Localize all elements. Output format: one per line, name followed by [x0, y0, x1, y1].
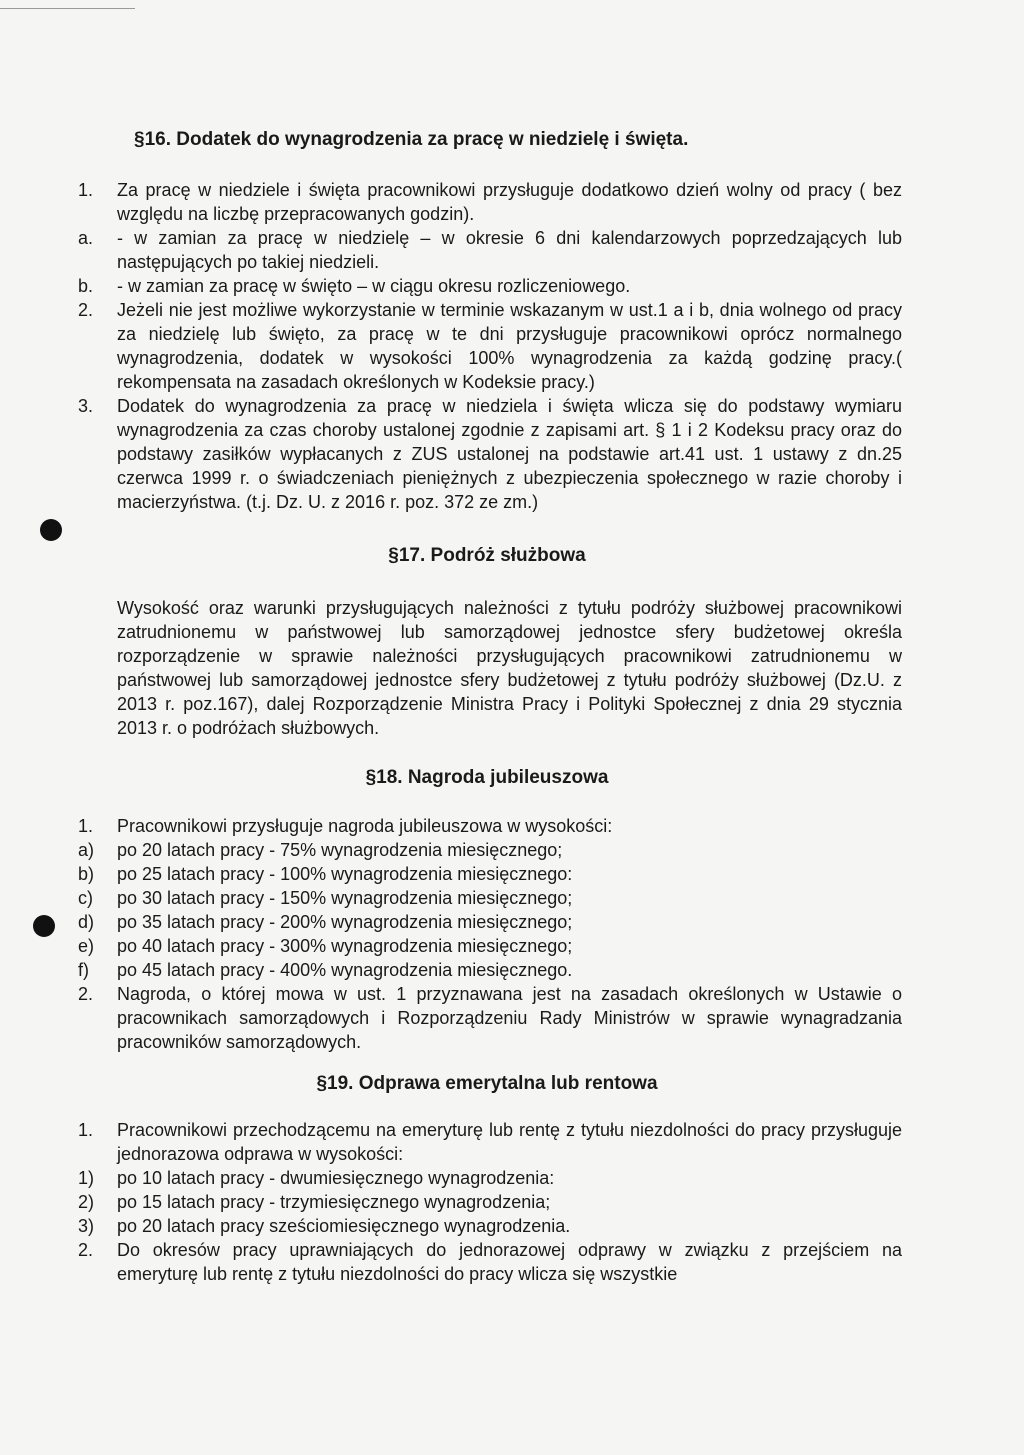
item-text: po 25 latach pracy - 100% wynagrodzenia miesięcznego: [117, 864, 573, 884]
item-text: po 20 latach pracy sześciomiesięcznego wynagrodzenia. [117, 1216, 571, 1236]
list-item [72, 958, 902, 982]
item-text: Pracownikowi przechodzącemu na emeryturę lub rentę z tytułu niezdolności do pracy przysługuje jednorazowa odprawa w wysokości: [117, 1120, 902, 1164]
item-marker: 1. [78, 1120, 94, 1140]
punch-hole-bottom [33, 915, 55, 937]
section-19-heading: §19. Odprawa emerytalna lub rentowa [316, 1073, 658, 1094]
list-item [72, 1238, 902, 1286]
document-page [72, 128, 902, 1286]
scan-edge-line [0, 8, 135, 9]
section-17-paragraph: Wysokość oraz warunki przysługujących należności z tytułu podróży służbowej pracownikowi zatrudnionemu w państwowej lub samorządowej jednostce sfery budżetowej określa rozporządzenie w sprawie należności przysługujących pracownikowi zatrudnionemu w państwowej lub samorządowej jednostce sfery budżetowej z tytułu podróży służbowej (Dz.U. z 2013 r. poz.167), dalej Rozporządzenie Ministra Pracy i Polityki Społecznej z dnia 29 stycznia 2013 r. o podróżach służbowych. [117, 598, 902, 738]
list-item [72, 838, 902, 862]
item-marker: 3) [78, 1216, 95, 1236]
item-marker: 2. [78, 984, 94, 1004]
item-text: Za pracę w niedziele i święta pracownikowi przysługuje dodatkowo dzień wolny od pracy ( bez względu na liczbę przepracowanych godzin). [117, 180, 902, 224]
item-marker: 1. [78, 180, 94, 200]
list-item [72, 1190, 902, 1214]
item-text: po 10 latach pracy - dwumiesięcznego wynagrodzenia: [117, 1168, 555, 1188]
item-marker: 2. [78, 1240, 94, 1260]
item-marker: a. [78, 228, 94, 248]
item-marker: 1) [78, 1168, 95, 1188]
list-item [72, 982, 902, 1054]
item-marker: c) [78, 888, 93, 908]
item-marker: b. [78, 276, 94, 296]
item-marker: 3. [78, 396, 94, 416]
section-18 [72, 766, 902, 1054]
item-marker: 1. [78, 816, 94, 836]
item-marker: d) [78, 912, 95, 932]
list-item [72, 298, 902, 394]
item-text: Nagroda, o której mowa w ust. 1 przyznawana jest na zasadach określonych w Ustawie o pracownikach samorządowych i Rozporządzeniu Rady Ministrów w sprawie wynagradzania pracowników samorządowych. [117, 984, 902, 1052]
punch-hole-top [40, 519, 62, 541]
item-text: po 35 latach pracy - 200% wynagrodzenia miesięcznego; [117, 912, 573, 932]
list-item [72, 886, 902, 910]
list-item [72, 814, 902, 838]
item-text: Jeżeli nie jest możliwe wykorzystanie w terminie wskazanym w ust.1 a i b, dnia wolnego od pracy za niedzielę lub święto, za pracę w te dni przysługuje pracownikowi oprócz normalnego wynagrodzenia, dodatek w wysokości 100% wynagrodzenia za każdą godzinę pracy.( rekompensata na zasadach określonych w Kodeksie pracy.) [117, 300, 902, 392]
list-item [72, 1118, 902, 1166]
list-item [72, 934, 902, 958]
section-17-heading: §17. Podróż służbowa [388, 545, 586, 566]
list-item [72, 178, 902, 226]
section-16 [72, 128, 902, 514]
section-17 [72, 544, 902, 740]
item-text: po 45 latach pracy - 400% wynagrodzenia miesięcznego. [117, 960, 573, 980]
section-16-heading: §16. Dodatek do wynagrodzenia za pracę w niedzielę i święta. [134, 129, 689, 150]
item-marker: e) [78, 936, 95, 956]
item-text: po 40 latach pracy - 300% wynagrodzenia miesięcznego; [117, 936, 573, 956]
item-text: Dodatek do wynagrodzenia za pracę w niedziela i święta wlicza się do podstawy wymiaru wynagrodzenia za czas choroby ustalonej zgodnie z zapisami art. § 1 i 2 Kodeksu pracy oraz do podstawy zasiłków wypłacanych z ZUS ustalonej na podstawie art.41 ust. 1 ustawy z dn.25 czerwca 1999 r. o świadczeniach pieniężnych z ubezpieczenia społecznego w razie choroby i macierzyństwa. (t.j. Dz. U. z 2016 r. poz. 372 ze zm.) [117, 396, 902, 512]
item-text: po 20 latach pracy - 75% wynagrodzenia miesięcznego; [117, 840, 563, 860]
section-19 [72, 1072, 902, 1286]
list-item [72, 274, 902, 298]
list-item [72, 226, 902, 274]
item-marker: 2. [78, 300, 94, 320]
item-text: - w zamian za pracę w niedzielę – w okresie 6 dni kalendarzowych poprzedzających lub następujących po takiej niedzieli. [117, 228, 902, 272]
item-text: po 15 latach pracy - trzymiesięcznego wynagrodzenia; [117, 1192, 551, 1212]
item-marker: 2) [78, 1192, 95, 1212]
item-marker: f) [78, 960, 89, 980]
list-item [72, 862, 902, 886]
item-marker: a) [78, 840, 95, 860]
item-marker: b) [78, 864, 95, 884]
list-item [72, 394, 902, 514]
section-18-heading: §18. Nagroda jubileuszowa [365, 767, 609, 788]
item-text: - w zamian za pracę w święto – w ciągu okresu rozliczeniowego. [117, 276, 631, 296]
item-text: po 30 latach pracy - 150% wynagrodzenia miesięcznego; [117, 888, 573, 908]
item-text: Pracownikowi przysługuje nagroda jubileuszowa w wysokości: [117, 816, 613, 836]
list-item [72, 1166, 902, 1190]
list-item [72, 910, 902, 934]
list-item [72, 1214, 902, 1238]
item-text: Do okresów pracy uprawniających do jednorazowej odprawy w związku z przejściem na emeryturę lub rentę z tytułu niezdolności do pracy wlicza się wszystkie [117, 1240, 902, 1284]
